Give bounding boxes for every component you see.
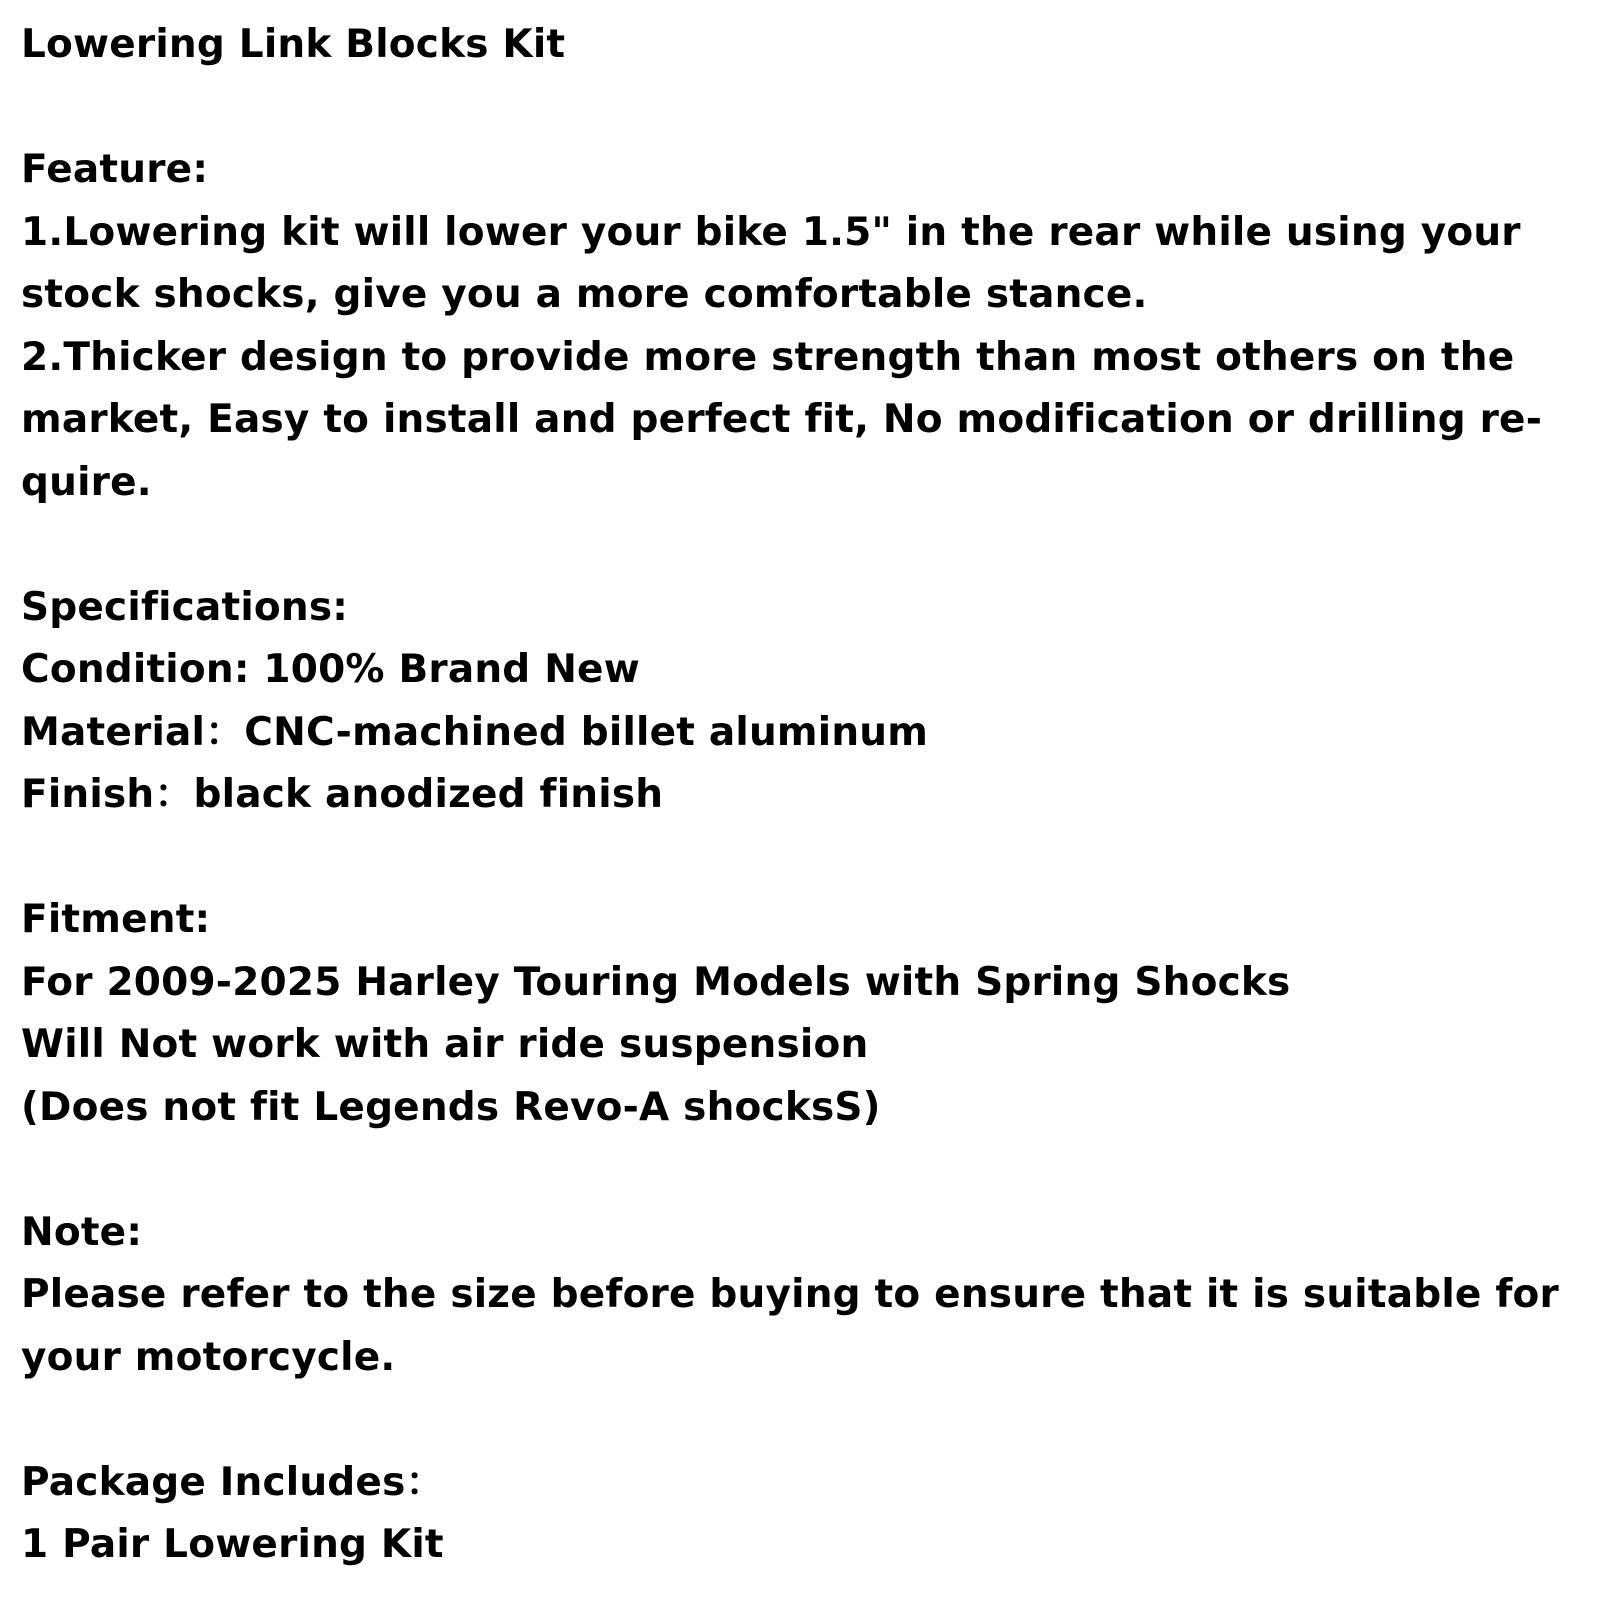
feature-line: market, Easy to install and perfect fit, No modification or drilling re- xyxy=(21,397,1543,442)
package-line: 1 Pair Lowering Kit xyxy=(21,1522,444,1567)
spacer xyxy=(21,514,1581,577)
fitment-line: For 2009-2025 Harley Touring Models with Spring Shocks xyxy=(21,959,1291,1005)
note-heading: Note: xyxy=(21,1209,143,1255)
specifications-section xyxy=(21,577,1581,827)
fitment-line: (Does not fit Legends Revo-A shocksS) xyxy=(21,1084,881,1130)
spacer xyxy=(21,77,1581,140)
fitment-line: Will Not work with air ride suspension xyxy=(21,1022,869,1067)
product-description xyxy=(21,14,1581,1577)
package-heading: Package Includes： xyxy=(21,1459,445,1505)
feature-heading: Feature: xyxy=(21,147,209,192)
feature-line: stock shocks, give you a more comfortable stance. xyxy=(21,272,1148,317)
fitment-section xyxy=(21,889,1581,1139)
spec-finish: Finish：black anodized finish xyxy=(21,772,664,817)
feature-line: 2.Thicker design to provide more strength than most others on the xyxy=(21,334,1515,380)
spacer xyxy=(21,827,1581,890)
feature-section xyxy=(21,139,1581,514)
package-section xyxy=(21,1452,1581,1577)
spec-material: Material：CNC-machined billet aluminum xyxy=(21,709,929,755)
spacer xyxy=(21,1139,1581,1202)
document-title: Lowering Link Blocks Kit xyxy=(21,22,566,67)
specifications-heading: Specifications: xyxy=(21,584,349,630)
spacer xyxy=(21,1389,1581,1452)
note-line: your motorcycle. xyxy=(21,1334,396,1380)
note-line: Please refer to the size before buying to ensure that it is suitable for xyxy=(21,1272,1559,1317)
fitment-heading: Fitment: xyxy=(21,897,211,942)
feature-line: quire. xyxy=(21,459,152,505)
spec-condition: Condition: 100% Brand New xyxy=(21,647,640,692)
note-section xyxy=(21,1202,1581,1390)
feature-line: 1.Lowering kit will lower your bike 1.5" in the rear while using your xyxy=(21,209,1521,255)
